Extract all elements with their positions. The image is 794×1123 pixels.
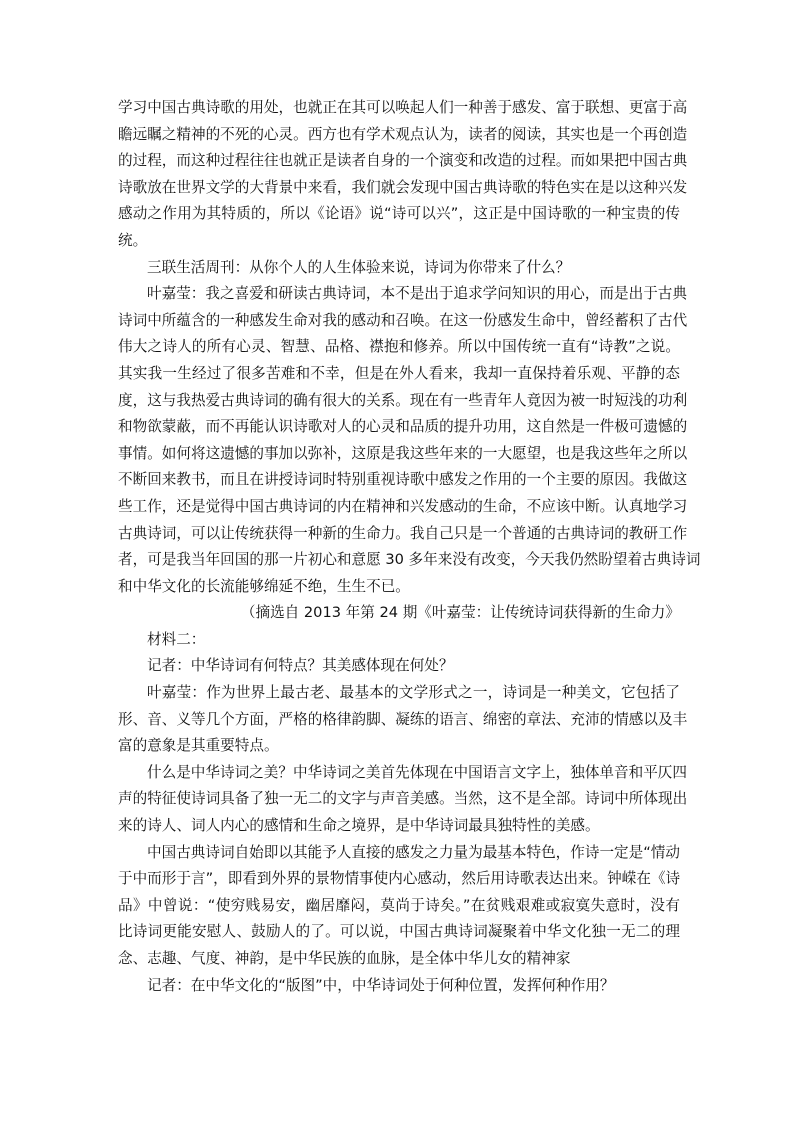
- text-line: 的过程，而这种过程往往也就正是读者自身的一个演变和改造的过程。而如果把中国古典: [118, 152, 688, 170]
- text-line: 念、志趣、气度、神韵，是中华民族的血脉，是全体中华儿女的精神家: [118, 950, 571, 967]
- text-line: 中国古典诗词自始即以其能予人直接的感发之力量为最基本特色，作诗一定是“情动: [147, 843, 680, 861]
- text-line: 学习中国古典诗歌的用处，也就正在其可以唤起人们一种善于感发、富于联想、更富于高: [118, 99, 688, 116]
- text-line: （摘选自 2013 年第 24 期《叶嘉莹：让传统诗词获得新的生命力》: [240, 604, 680, 622]
- text-line: 材料二：: [147, 630, 206, 648]
- text-line: 诗词中所蕴含的一种感发生命对我的感动和召唤。在这一份感发生命中，曾经蓄积了古代: [118, 311, 688, 329]
- text-line: 瞻远瞩之精神的不死的心灵。西方也有学术观点认为，读者的阅读，其实也是一个再创造: [118, 125, 688, 143]
- text-line: 于中而形于言”，即看到外界的景物情事使内心感动，然后用诗歌表达出来。钟嵘在《诗: [118, 870, 681, 888]
- text-line: 统。: [118, 231, 148, 249]
- text-line: 记者：中华诗词有何特点？其美感体现在何处？: [147, 657, 454, 675]
- text-line: 伟大之诗人的所有心灵、智慧、品格、襟抱和修养。所以中国传统一直有“诗教”之说。: [118, 338, 680, 356]
- text-line: 诗歌放在世界文学的大背景中来看，我们就会发现中国古典诗歌的特色实在是以这种兴发: [118, 178, 688, 196]
- text-line: 三联生活周刊：从你个人的人生体验来说，诗词为你带来了什么？: [147, 258, 571, 276]
- text-line: 比诗词更能安慰人、鼓励人的了。可以说，中国古典诗词凝聚着中华文化独一无二的理: [118, 923, 680, 941]
- text-line: 其实我一生经过了很多苦难和不幸，但是在外人看来，我却一直保持着乐观、平静的态: [118, 364, 680, 382]
- text-line: 叶嘉莹：我之喜爱和研读古典诗词，本不是出于追求学问知识的用心，而是出于古典: [147, 285, 687, 303]
- text-line: 古典诗词，可以让传统获得一种新的生命力。我自己只是一个普通的古典诗词的教研工作: [118, 524, 688, 542]
- text-line: 不断回来教书，而且在讲授诗词时特别重视诗歌中感发之作用的一个主要的原因。我做这: [118, 471, 688, 489]
- text-line: 度，这与我热爱古典诗词的确有很大的关系。现在有一些青年人竟因为被一时短浅的功利: [118, 391, 688, 409]
- text-line: 品》中曾说：“使穷贱易安，幽居靡闷，莫尚于诗矣。”在贫贱艰难或寂寞失意时，没有: [118, 896, 680, 914]
- text-line: 富的意象是其重要特点。: [118, 737, 279, 755]
- text-line: 感动之作用为其特质的，所以《论语》说“诗可以兴”，这正是中国诗歌的一种宝贵的传: [118, 205, 680, 223]
- document-page: [118, 95, 701, 999]
- text-line: 事情。如何将这遗憾的事加以弥补，这原是我这些年来的一大愿望，也是我这些年之所以: [118, 444, 688, 462]
- text-line: 形、音、义等几个方面，严格的格律韵脚、凝练的语言、绵密的章法、充沛的情感以及丰: [118, 710, 688, 728]
- text-line: 者，可是我当年回国的那一片初心和意愿 30 多年来没有改变，今天我仍然盼望着古典诗词: [118, 551, 701, 569]
- text-line: 和物欲蒙蔽，而不再能认识诗歌对人的心灵和品质的提升功用，这自然是一件极可遗憾的: [118, 418, 688, 436]
- text-line: 什么是中华诗词之美？中华诗词之美首先体现在中国语言文字上，独体单音和平仄四: [147, 763, 687, 781]
- text-line: 些工作，还是觉得中国古典诗词的内在精神和兴发感动的生命，不应该中断。认真地学习: [118, 497, 688, 515]
- text-line: 叶嘉莹：作为世界上最古老、最基本的文学形式之一，诗词是一种美文，它包括了: [147, 684, 680, 702]
- text-line: 声的特征使诗词具备了独一无二的文字与声音美感。当然，这不是全部。诗词中所体现出: [118, 790, 688, 808]
- text-line: 和中华文化的长流能够绵延不绝，生生不已。: [118, 577, 410, 595]
- text-line: 记者：在中华文化的“版图”中，中华诗词处于何种位置，发挥何种作用？: [147, 976, 615, 994]
- text-line: 来的诗人、词人内心的感情和生命之境界，是中华诗词最具独特性的美感。: [118, 817, 600, 835]
